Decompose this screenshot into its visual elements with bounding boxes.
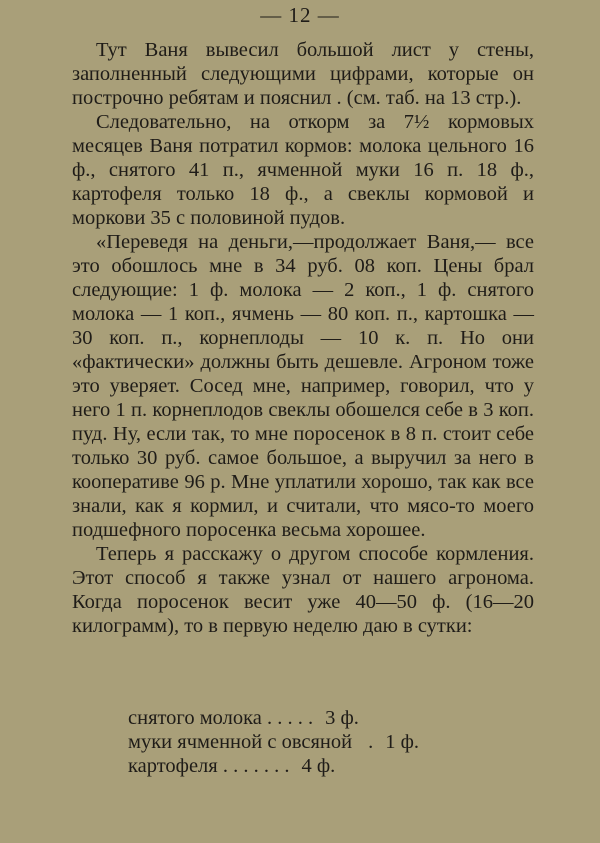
ration-row [128, 754, 419, 778]
ration-row [128, 706, 419, 730]
ration-table [128, 706, 419, 778]
ration-qty: 4 ф. [301, 755, 336, 777]
ration-qty: 3 ф. [325, 707, 359, 729]
ration-item: картофеля [128, 755, 218, 777]
page-number: — 12 — [260, 3, 340, 27]
ration-qty: 1 ф. [385, 731, 420, 753]
ration-leader: . . . . . . . [222, 755, 290, 777]
ration-row [128, 730, 419, 754]
ration-leader: . [368, 731, 374, 753]
paragraph: Тут Ваня вывесил большой лист у стены, заполненный следующими цифрами, которые он построчно ребятам и пояснил . (см. таб. на 13 стр.). [72, 39, 534, 109]
paragraph: Следовательно, на откорм за 7½ кормовых месяцев Ваня потратил кормов: молока цельного 16 ф., снятого 41 п., ячменной муки 16 п. 18 ф., картофеля только 18 ф., а свеклы кормовой и моркови 35 с половиной пудов. [72, 111, 534, 229]
paragraph: Теперь я расскажу о другом способе кормления. Этот способ я также узнал от нашего агронома. Когда поросенок весит уже 40—50 ф. (16—20 килограмм), то в первую неделю даю в сутки: [72, 543, 534, 637]
ration-item: муки ячменной с овсяной [128, 731, 353, 753]
body-text [72, 38, 534, 638]
ration-item: снятого молока [128, 707, 262, 729]
ration-leader: . . . . . [267, 707, 314, 729]
paragraph: «Переведя на деньги,—продолжает Ваня,— все это обошлось мне в 34 руб. 08 коп. Цены брал следующие: 1 ф. молока — 2 коп., 1 ф. снятого молока — 1 коп., ячмень — 80 коп. п., картошка — 30 коп. п., корнеплоды — 10 к. п. Но они «фактически» должны быть дешевле. Агроном тоже это уверяет. Сосед мне, например, говорил, что у него 1 п. корнеплодов свеклы обошелся себе в 3 коп. пуд. Ну, если так, то мне поросенок в 8 п. стоит себе только 30 руб. самое большое, а выручил за него в кооперативе 96 р. Мне уплатили хорошо, так как все знали, как я кормил, и считали, что мясо-то моего подшефного поросенка весьма хорошее. [72, 231, 534, 541]
